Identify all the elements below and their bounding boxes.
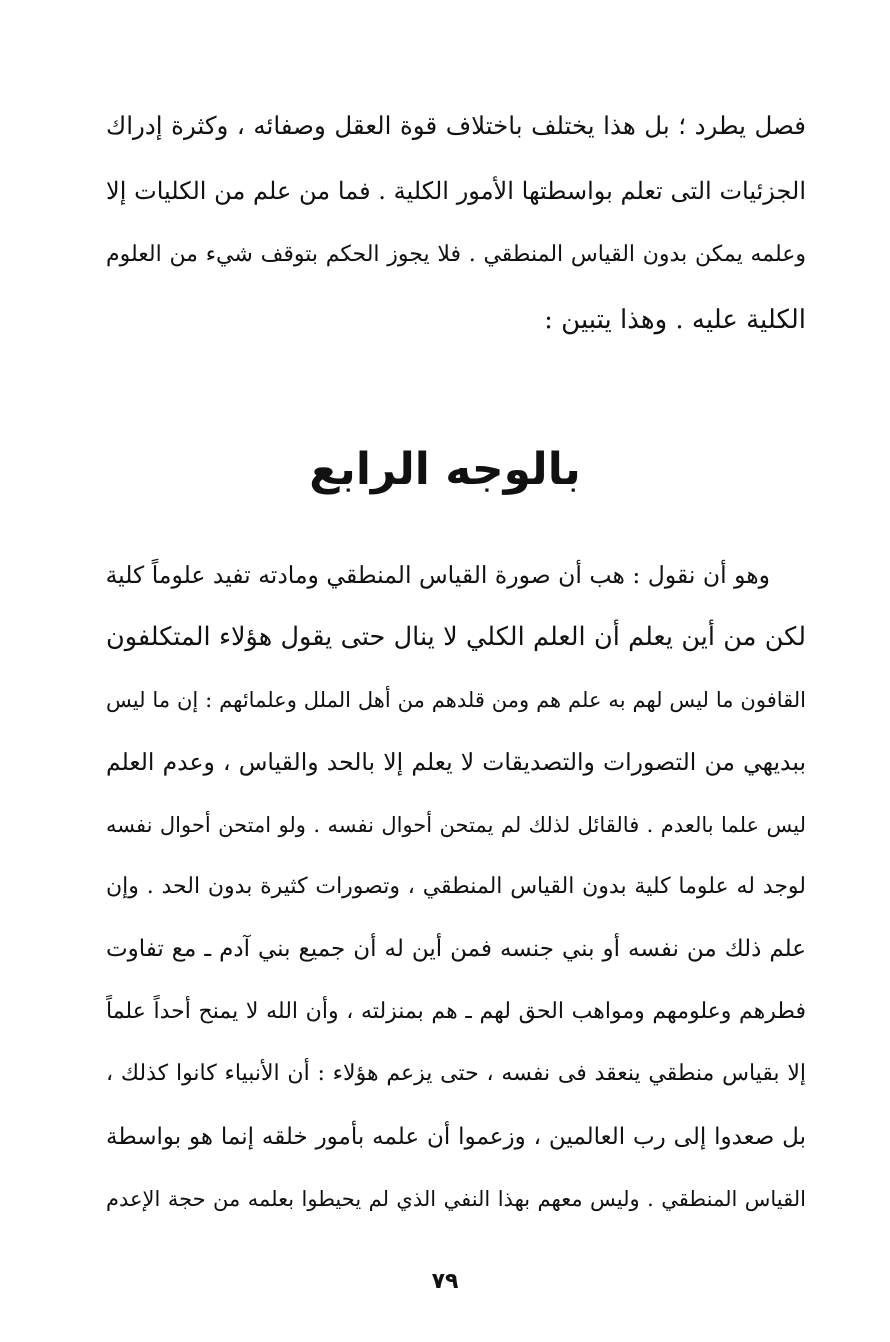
text-line: علم ذلك من نفسه أو بني جنسه فمن أين له أن جميع بني آدم ـ مع تفاوت [106, 936, 806, 963]
text-line: وهو أن نقول : هب أن صورة القياس المنطقي ومادته تفيد علوماً كلية [106, 561, 770, 589]
text-line: لكن من أين يعلم أن العلم الكلي لا ينال حتى يقول هؤلاء المتكلفون [106, 622, 806, 653]
text-line: ببديهي من التصورات والتصديقات لا يعلم إلا بالحد والقياس ، وعدم العلم [106, 748, 806, 777]
main-paragraph [106, 544, 806, 1230]
text-line: الجزئيات التى تعلم بواسطتها الأمور الكلية . فما من علم من الكليات إلا [106, 176, 806, 205]
text-line: وعلمه يمكن بدون القياس المنطقي . فلا يجوز الحكم بتوقف شيء من العلوم [106, 242, 806, 267]
text-line: القياس المنطقي . وليس معهم بهذا النفي الذي لم يحيطوا بعلمه من حجة الإعدم [106, 1186, 806, 1211]
section-heading: بالوجه الرابع [309, 444, 581, 495]
text-line: فصل يطرد ؛ بل هذا يختلف باختلاف قوة العقل وصفائه ، وكثرة إدراك [106, 111, 806, 140]
text-line: لوجد له علوما كلية بدون القياس المنطقي ، وتصورات كثيرة بدون الحد . وإن [106, 873, 806, 899]
text-line: فطرهم وعلومهم ومواهب الحق لهم ـ هم بمنزلته ، وأن الله لا يمنح أحداً علماً [106, 998, 806, 1024]
top-paragraph [106, 94, 806, 352]
text-line: القافون ما ليس لهم به علم هم ومن قلدهم من أهل الملل وعلمائهم : إن ما ليس [106, 687, 806, 712]
text-line: ليس علما بالعدم . فالقائل لذلك لم يمتحن أحوال نفسه . ولو امتحن أحوال نفسه [106, 812, 806, 837]
text-line: بل صعدوا إلى رب العالمين ، وزعموا أن علمه بأمور خلقه إنما هو بواسطة [106, 1123, 806, 1150]
text-line: إلا بقياس منطقي ينعقد فى نفسه ، حتى يزعم هؤلاء : أن الأنبياء كانوا كذلك ، [106, 1061, 806, 1087]
page-number: ٧٩ [431, 1269, 459, 1294]
text-line: الكلية عليه . وهذا يتبين : [544, 304, 806, 335]
